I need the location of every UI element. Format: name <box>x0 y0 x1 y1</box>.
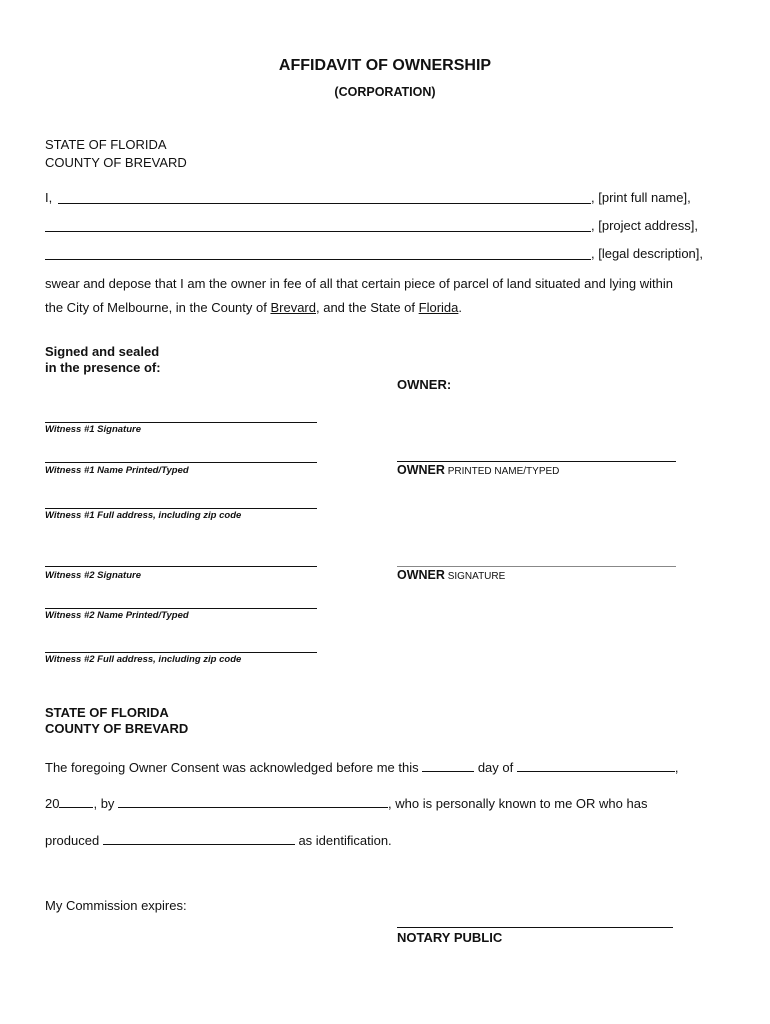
owner-printed-name-line[interactable] <box>397 461 676 462</box>
year-text-b: , by <box>93 796 119 811</box>
year-text-c: , who is personally known to me OR who has <box>388 796 648 811</box>
witness1-name-label: Witness #1 Name Printed/Typed <box>45 465 189 476</box>
produced-line <box>45 832 392 848</box>
affiant-prefix: I, <box>45 190 53 205</box>
print-full-name-line[interactable] <box>58 203 591 204</box>
witness1-address-line[interactable] <box>45 508 317 509</box>
oath-state: Florida <box>418 300 459 315</box>
venue-state: STATE OF FLORIDA <box>45 137 167 152</box>
by-name-blank[interactable] <box>118 795 388 808</box>
venue-county: COUNTY OF BREVARD <box>45 155 187 170</box>
legal-description-line[interactable] <box>45 259 591 260</box>
oath-line-1: swear and depose that I am the owner in fee of all that certain piece of parcel of land situated and lying within <box>45 276 673 291</box>
witness1-address-label: Witness #1 Full address, including zip code <box>45 510 242 521</box>
acknowledgement-line <box>45 759 678 775</box>
witness-heading-1: Signed and sealed <box>45 344 160 359</box>
oath-line-2 <box>45 300 462 315</box>
document-title: AFFIDAVIT OF OWNERSHIP <box>278 57 492 74</box>
owner-sig-bold: OWNER <box>397 568 445 582</box>
owner-sig-small: SIGNATURE <box>444 571 506 582</box>
oath-text-c: . <box>458 300 463 315</box>
notary-signature-line[interactable] <box>397 927 673 928</box>
owner-name-small: PRINTED NAME/TYPED <box>444 466 560 477</box>
commission-expires: My Commission expires: <box>45 898 187 913</box>
print-full-name-label: , [print full name], <box>591 190 691 205</box>
ack-month-blank[interactable] <box>517 759 675 772</box>
project-address-label: , [project address], <box>591 218 698 233</box>
witness2-name-label: Witness #2 Name Printed/Typed <box>45 610 189 621</box>
owner-name-bold: OWNER <box>397 463 445 477</box>
witness2-address-line[interactable] <box>45 652 317 653</box>
owner-signature-line[interactable] <box>397 566 676 567</box>
legal-description-label: , [legal description], <box>591 246 704 261</box>
year-text-a: 20 <box>45 796 60 811</box>
owner-signature-label <box>397 568 505 582</box>
oath-text-a: the City of Melbourne, in the County of <box>45 300 271 315</box>
witness-heading-2: in the presence of: <box>45 360 161 375</box>
oath-text-b: , and the State of <box>316 300 419 315</box>
witness1-signature-label: Witness #1 Signature <box>45 424 141 435</box>
oath-county: Brevard <box>270 300 316 315</box>
witness1-name-line[interactable] <box>45 462 317 463</box>
witness2-signature-label: Witness #2 Signature <box>45 570 141 581</box>
witness2-address-label: Witness #2 Full address, including zip code <box>45 654 242 665</box>
year-line <box>45 795 647 811</box>
ack-text-c: , <box>674 760 679 775</box>
witness2-name-line[interactable] <box>45 608 317 609</box>
ack-text-a: The foregoing Owner Consent was acknowledged before me this <box>45 760 423 775</box>
project-address-line[interactable] <box>45 231 591 232</box>
year-blank[interactable] <box>59 795 93 808</box>
notary-county: COUNTY OF BREVARD <box>45 721 189 736</box>
document-subtitle: (CORPORATION) <box>334 85 436 99</box>
witness1-signature-line[interactable] <box>45 422 317 423</box>
notary-public-label: NOTARY PUBLIC <box>397 930 503 945</box>
produced-text-a: produced <box>45 833 103 848</box>
ack-day-blank[interactable] <box>422 759 474 772</box>
ack-text-b: day of <box>474 760 517 775</box>
identification-blank[interactable] <box>103 832 295 845</box>
produced-text-b: as identification. <box>294 833 392 848</box>
owner-printed-name-label <box>397 463 559 477</box>
notary-state: STATE OF FLORIDA <box>45 705 169 720</box>
witness2-signature-line[interactable] <box>45 566 317 567</box>
owner-heading: OWNER: <box>397 377 452 392</box>
